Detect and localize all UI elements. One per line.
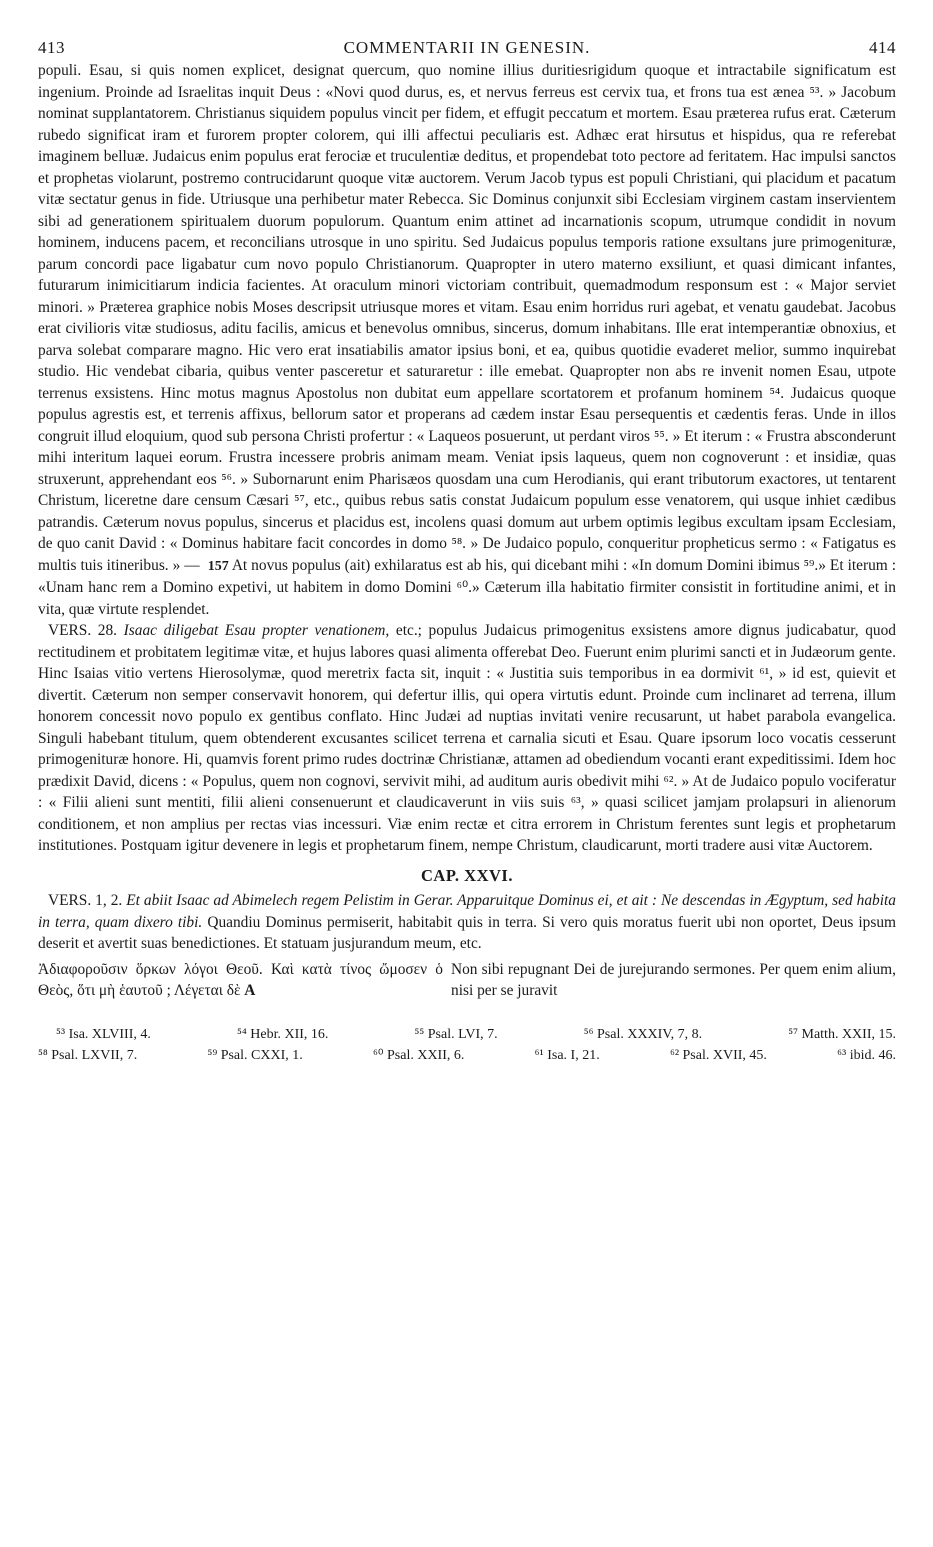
page-number-right: 414 [869,38,896,57]
main-text [38,60,896,1002]
margin-number: 157 [207,558,229,574]
latin-column: Non sibi repugnant Dei de jurejurando sermones. Per quem enim alium, nisi per se juravit [451,960,896,999]
parallel-columns [38,959,896,1002]
verse-label: VERS. 28. [48,622,118,639]
verse-text: Quandiu Dominus permiserit, habitabit quis in terra. Si vero quis moratus fuerit ubi non oportet, Deus ipsum deserit et avertit suas benedictiones. Et statuam jusjurandum meum, etc. [38,913,897,952]
footnote: ⁵⁴ Hebr. XII, 16. [236,1026,329,1042]
footnote: ⁶² Psal. XVII, 45. [669,1047,767,1063]
footnote: ⁵⁹ Psal. CXXI, 1. [207,1047,303,1063]
paragraph-text-end: At novus populus (ait) exhilaratus est ab his, qui dicebant mihi : «In domum Domini ibimus ⁵⁹.» Et iterum : «Unam hanc rem a Domino expetivi, ut habitem in domo Domini ⁶⁰.» Cæterum illa habitatio firmiter consistit in fortitudine animi, et in vita, quæ virtute resplendet. [38,556,896,618]
page-number-left: 413 [38,38,65,57]
verse-label: VERS. 1, 2. [48,892,123,909]
footnote: ⁵⁷ Matth. XXII, 15. [788,1026,896,1042]
chapter-heading: CAP. XXVI. [421,865,513,885]
page [38,28,896,1528]
footnote: ⁵⁶ Psal. XXXIV, 7, 8. [583,1026,703,1042]
footnote: ⁵⁸ Psal. LXVII, 7. [38,1047,138,1063]
greek-text: Ἀδιαφοροῦσιν ὅρκων λόγοι Θεοῦ. Καὶ κατὰ τίνος ὤμοσεν ὁ Θεὸς, ὅτι μὴ ἑαυτοῦ ; Λέγεται δὲ [38,960,443,999]
column-marker: A [244,982,256,999]
footnote: ⁶¹ Isa. I, 21. [534,1047,600,1063]
verse-lemma: Et abiit Isaac ad Abimelech regem Pelistim in Gerar. Apparuitque Dominus ei, et ait : Ne descendas in Ægyptum, sed habita in terra, quam dixero tibi. [38,892,896,931]
footnote-line [38,1045,896,1066]
verse-lemma: Isaac diligebat Esau propter venationem, [123,622,390,639]
footnote: ⁵⁵ Psal. LVI, 7. [414,1026,498,1042]
verse-28-paragraph [38,620,896,857]
paragraph-text: populi. Esau, si quis nomen explicet, designat quercum, quo nomine illius duritiesrigidum quoque et intractabile significatum est ingenium. Proinde ad Israelitas inquit Deus : «Novi quod durus, es, et nervus ferreus est cervix tua, et frons tua est ænea ⁵³. » Jacobum nominat supplantatorem. Christianus siquidem populus vincit per fidem, et effugit peccatum et mortem. Esau præterea rufus erat. Cæterum rubedo significat iram et furorem propter colorem, qui illi affectui peculiaris est. Adhæc erat hirsutus et hispidus, qua re referebat imaginem belluæ. Judaicus enim populus erat ferociæ et truculentiæ deditus, et propendebat toto pectore ad feritatem. Hac impulsi sanctos et prophetas violarunt, postremo contrucidarunt quoque vitæ auctorem. Verum Jacob typus est populi Christiani, qui placidum et pacatum vitæ sectatur genus in fide. Utriusque una perhibetur mater Rebecca. Sic Dominus conjunxit sibi Ecclesiam virginem castam inservientem sibi ad generationem spiritualem duorum populorum. Quantum enim attinet ad incarnationis scopum, utrumque condidit in novum hominem, inducens pacem, et reconcilians utrosque in uno spiritu. Sed Judaicus populus temporis ratione exsultans jure primogenituræ, parum concordi pace ligabatur cum novo populo Christianorum. Quapropter in utero materno exsiliunt, et quasi dimicant infantes, futurarum inimicitiarum indicia facientes. At oraculum minori victoriam contribuit, quemadmodum responsum est : « Major serviet minori. » Præterea graphice nobis Moses descripsit utriusque mores et vitam. Esau enim horridus ruri agebat, et venatu gaudebat. Jacobus erat civilioris vitæ studiosus, aditu facilis, amicus et benevolus omnibus, sincerus, domum inhabitans. Ille erat intemperantiæ obnoxius, et parva solebat comparare magno. Hic vero erat insatiabilis amator ipsius boni, et ea, quibus quotidie evaderet melior, summo inquirebat studio. Hic vendebat cibaria, quibus venter pasceretur et saturaretur : ille emebat. Quapropter non abs re invenit nomen Esau, utpote terrenus exsistens. Hinc motus magnus Apostolus non dubitat eum appellare scortatorem et profanum hominem ⁵⁴. Judaicus quoque populus agrestis est, et terrenis affixus, bellorum sator et properans ad cædem instar Esau persequentis et cædentis feras. Unde in illos congruit illud eloquium, quod sub persona Christi profertur : « Laqueos posuerunt, ut perdant viros ⁵⁵. » Et iterum : « Frustra absconderunt mihi interitum laquei eorum. Frustra incessere probris animam meam. Veniat ipsis laqueus, quem non cognoverunt : et insidiæ, quas struxerunt, apprehendant eos ⁵⁶. » Subornarunt enim Pharisæos quosdam una cum Herodianis, qui erant tributorum exactores, ut tentarent Christum, liceretne dare censum Cæsari ⁵⁷, etc., quibus rebus satis constat Judaicum populum esse venatorem, qui usque inhiet cædibus patrandis. Cæterum novus populus, sincerus et placidus est, incolens quasi domum aut urbem optimis legibus excultam ipsam Ecclesiam, de quo canit David : « Dominus habitare facit concordes in domo ⁵⁸. » De Judaico populo, conqueritur propheticus sermo : « Fatigatus es multis tuis itineribus. » — [38,62,896,574]
paragraph-commentary [38,60,896,620]
footnotes [38,1024,896,1066]
footnote: ⁶⁰ Psal. XXII, 6. [373,1047,465,1063]
running-title: COMMENTARII IN GENESIN. [343,38,591,57]
footnote-line [38,1024,896,1045]
footnote: ⁶³ ibid. 46. [837,1047,896,1063]
running-header [38,28,896,60]
verse-1-2-paragraph [38,890,896,955]
greek-column [38,959,451,1002]
verse-text: etc.; populus Judaicus primogenitus exsistens amore dignus judicabatur, quod rectitudinem et probitatem legitimæ vitæ, et hujus labores quasi alimenta offerebat Deo. Fuerunt enim plurimi sancti et in Judæorum gente. Hinc Isaias vitio vertens Hierosolymæ, quod meretrix facta sit, inquit : « Justitia suis temporibus in ea dormivit ⁶¹, » id est, quievit et divertit. Cæterum non semper conservavit honorem, qui defertur illis, qui opera virtutis edunt. Proinde cum inclinaret ad terrena, illum honorem concessit novo populo ex gentibus conflato. Hinc Judæi ad nuptias invitati venire recusarunt, ut habet parabola evangelica. Singuli habebant titulum, quem obtenderent excusantes scilicet terrena et carnalia sicuti et Esau. Quare ipsorum loco vocatis cesserunt primogenituræ honore. Hi, quamvis forent primo rudes doctrinæ Christianæ, attamen ad obediendum vocanti erant expeditissimi. Idem hoc prædixit David, dicens : « Populus, quem non cognovi, servivit mihi, ad auditum auris obedivit mihi ⁶². » At de Judaico populo vociferatur : « Filii alieni sunt mentiti, filii alieni consenuerunt et claudicaverunt in viis suis ⁶³, » quasi scilicet jamjam prolapsuri in alienorum conditionem, et non amplius per rectas vias incessuri. Viæ enim rectæ et citra errorem in Christum ferentes sunt legis et prophetarum institutiones. Postquam igitur devenere in legis et prophetarum finem, nempe Christum, claudicarunt, morti tradere ausi vitæ Auctorem. [38,622,896,854]
footnote: ⁵³ Isa. XLVIII, 4. [56,1026,151,1042]
